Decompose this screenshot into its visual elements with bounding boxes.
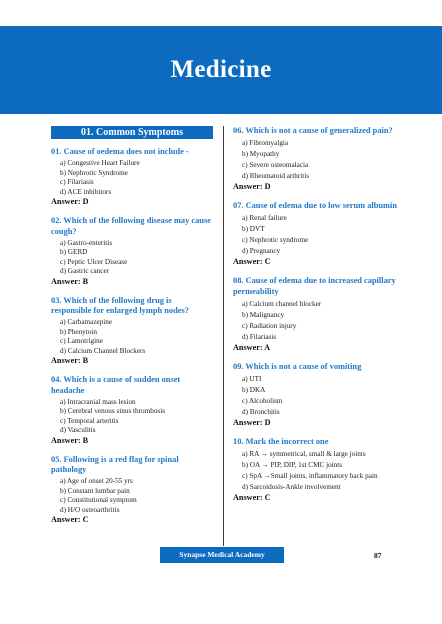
option-item: b) DVT [242,225,265,233]
option-item: b) Phenytoin [60,327,97,336]
question-block [51,375,213,446]
header-banner [0,26,442,114]
answer-text: Answer: C [51,515,89,524]
question-block [233,362,403,428]
option-list [233,449,403,493]
right-column [233,126,403,512]
option-item: a) UTI [242,374,262,383]
option-list [51,477,213,515]
footer-badge: Synapse Medical Academy [160,547,284,563]
option-item: b) DKA [242,385,266,394]
answer-text: Answer: B [51,276,89,286]
option-item: a) Calcium channel blocker [242,299,322,308]
option-item: d) Rheumatoid arthritis [242,172,310,180]
option-item: b) Constant lumbar pain [60,486,130,495]
answer-text: Answer: D [233,182,271,191]
question-title: 01. Cause of oedema does not include - [51,147,189,156]
option-item: d) Gastric cancer [60,267,110,275]
option-item: c) SpA →Small joints, inflammatory back pain [242,471,378,480]
option-item: b) Myopathy [242,150,280,158]
section-title: 01. Common Symptoms [51,126,213,139]
question-block [233,201,403,267]
top-margin [0,0,442,26]
question-title: 03. Which of the following drug is responsible for enlarged lymph nodes? [51,295,189,315]
answer-text: Answer: D [51,197,89,206]
option-item: b) Malignancy [242,310,285,319]
question-title: 04. Which is a cause of sudden onset headache [51,375,181,395]
option-list [51,398,213,436]
column-divider [223,126,224,546]
option-item: b) Nephrotic Syndrome [60,168,128,177]
question-block [51,216,213,287]
question-title: 02. Which of the following disease may cause cough? [51,216,211,236]
option-list [233,374,403,418]
option-item: a) Gastro-enteritis [60,238,113,247]
option-list [233,138,403,182]
option-item: d) Vasculitis [60,426,96,434]
option-item: a) Intracranial mass lesion [60,397,136,406]
option-item: a) Carbamazepine [60,318,113,326]
question-title: 07. Cause of edema due to low serum albumin [233,201,398,210]
option-item: a) RA → symmetrical, small & large joints [242,449,366,458]
option-list [51,318,213,356]
option-item: c) Nephrotic syndrome [242,236,309,244]
option-list [51,239,213,277]
option-item: c) Severe osteomalacia [242,161,309,169]
option-item: c) Constitutional symptom [60,496,137,504]
option-item: c) Filariasis [60,178,94,186]
question-title: 09. Which is not a cause of vomiting [233,361,362,371]
question-block [51,455,213,526]
option-item: d) Filariasis [242,332,277,341]
option-list [233,213,403,257]
question-block [51,296,213,367]
left-column [51,126,213,534]
answer-text: Answer: C [233,492,271,502]
answer-text: Answer: B [51,356,89,365]
option-item: d) ACE inhibitors [60,187,112,196]
left-question-list [51,147,213,525]
option-item: a) Renal failure [242,214,287,222]
question-block [233,437,403,503]
answer-text: Answer: A [233,342,271,352]
question-block [233,276,403,353]
option-list [233,299,403,343]
answer-text: Answer: C [233,257,271,266]
option-item: c) Peptic Ulcer Disease [60,257,128,266]
option-item: b) OA → PIP, DIP, 1st CMC joints [242,460,343,469]
option-item: b) GERD [60,248,88,256]
option-item: c) Temporal arteritis [60,416,119,425]
option-item: d) Pregnancy [242,247,281,255]
answer-text: Answer: D [233,417,271,427]
question-block [233,126,403,192]
page-title: Medicine [170,56,272,83]
page-number: 87 [374,551,382,560]
option-list [51,159,213,197]
option-item: c) Alcoholism [242,396,283,405]
question-title: 08. Cause of edema due to increased capillary permeability [233,276,396,296]
right-question-list [233,126,403,503]
option-item: d) H/O osteoarthritis [60,505,120,514]
option-item: c) Radiation injury [242,321,297,330]
option-item: a) Congestive Heart Failure [60,159,140,167]
option-item: d) Sarcoidosis-Ankle involvement [242,482,341,491]
option-item: a) Age of onset 20-55 yrs [60,477,133,485]
question-block [51,147,213,207]
option-item: c) Lamotrigine [60,337,103,345]
question-title: 06. Which is not a cause of generalized pain? [233,126,393,135]
option-item: a) Fibromyalgia [242,139,289,147]
option-item: d) Calcium Channel Blockers [60,346,146,355]
option-item: d) Bronchitis [242,407,280,416]
question-title: 05. Following is a red flag for spinal pathology [51,454,179,474]
question-title: 10. Mark the incorrect one [233,436,329,446]
option-item: b) Cerebral venous sinus thrombosis [60,407,166,415]
answer-text: Answer: B [51,435,89,445]
